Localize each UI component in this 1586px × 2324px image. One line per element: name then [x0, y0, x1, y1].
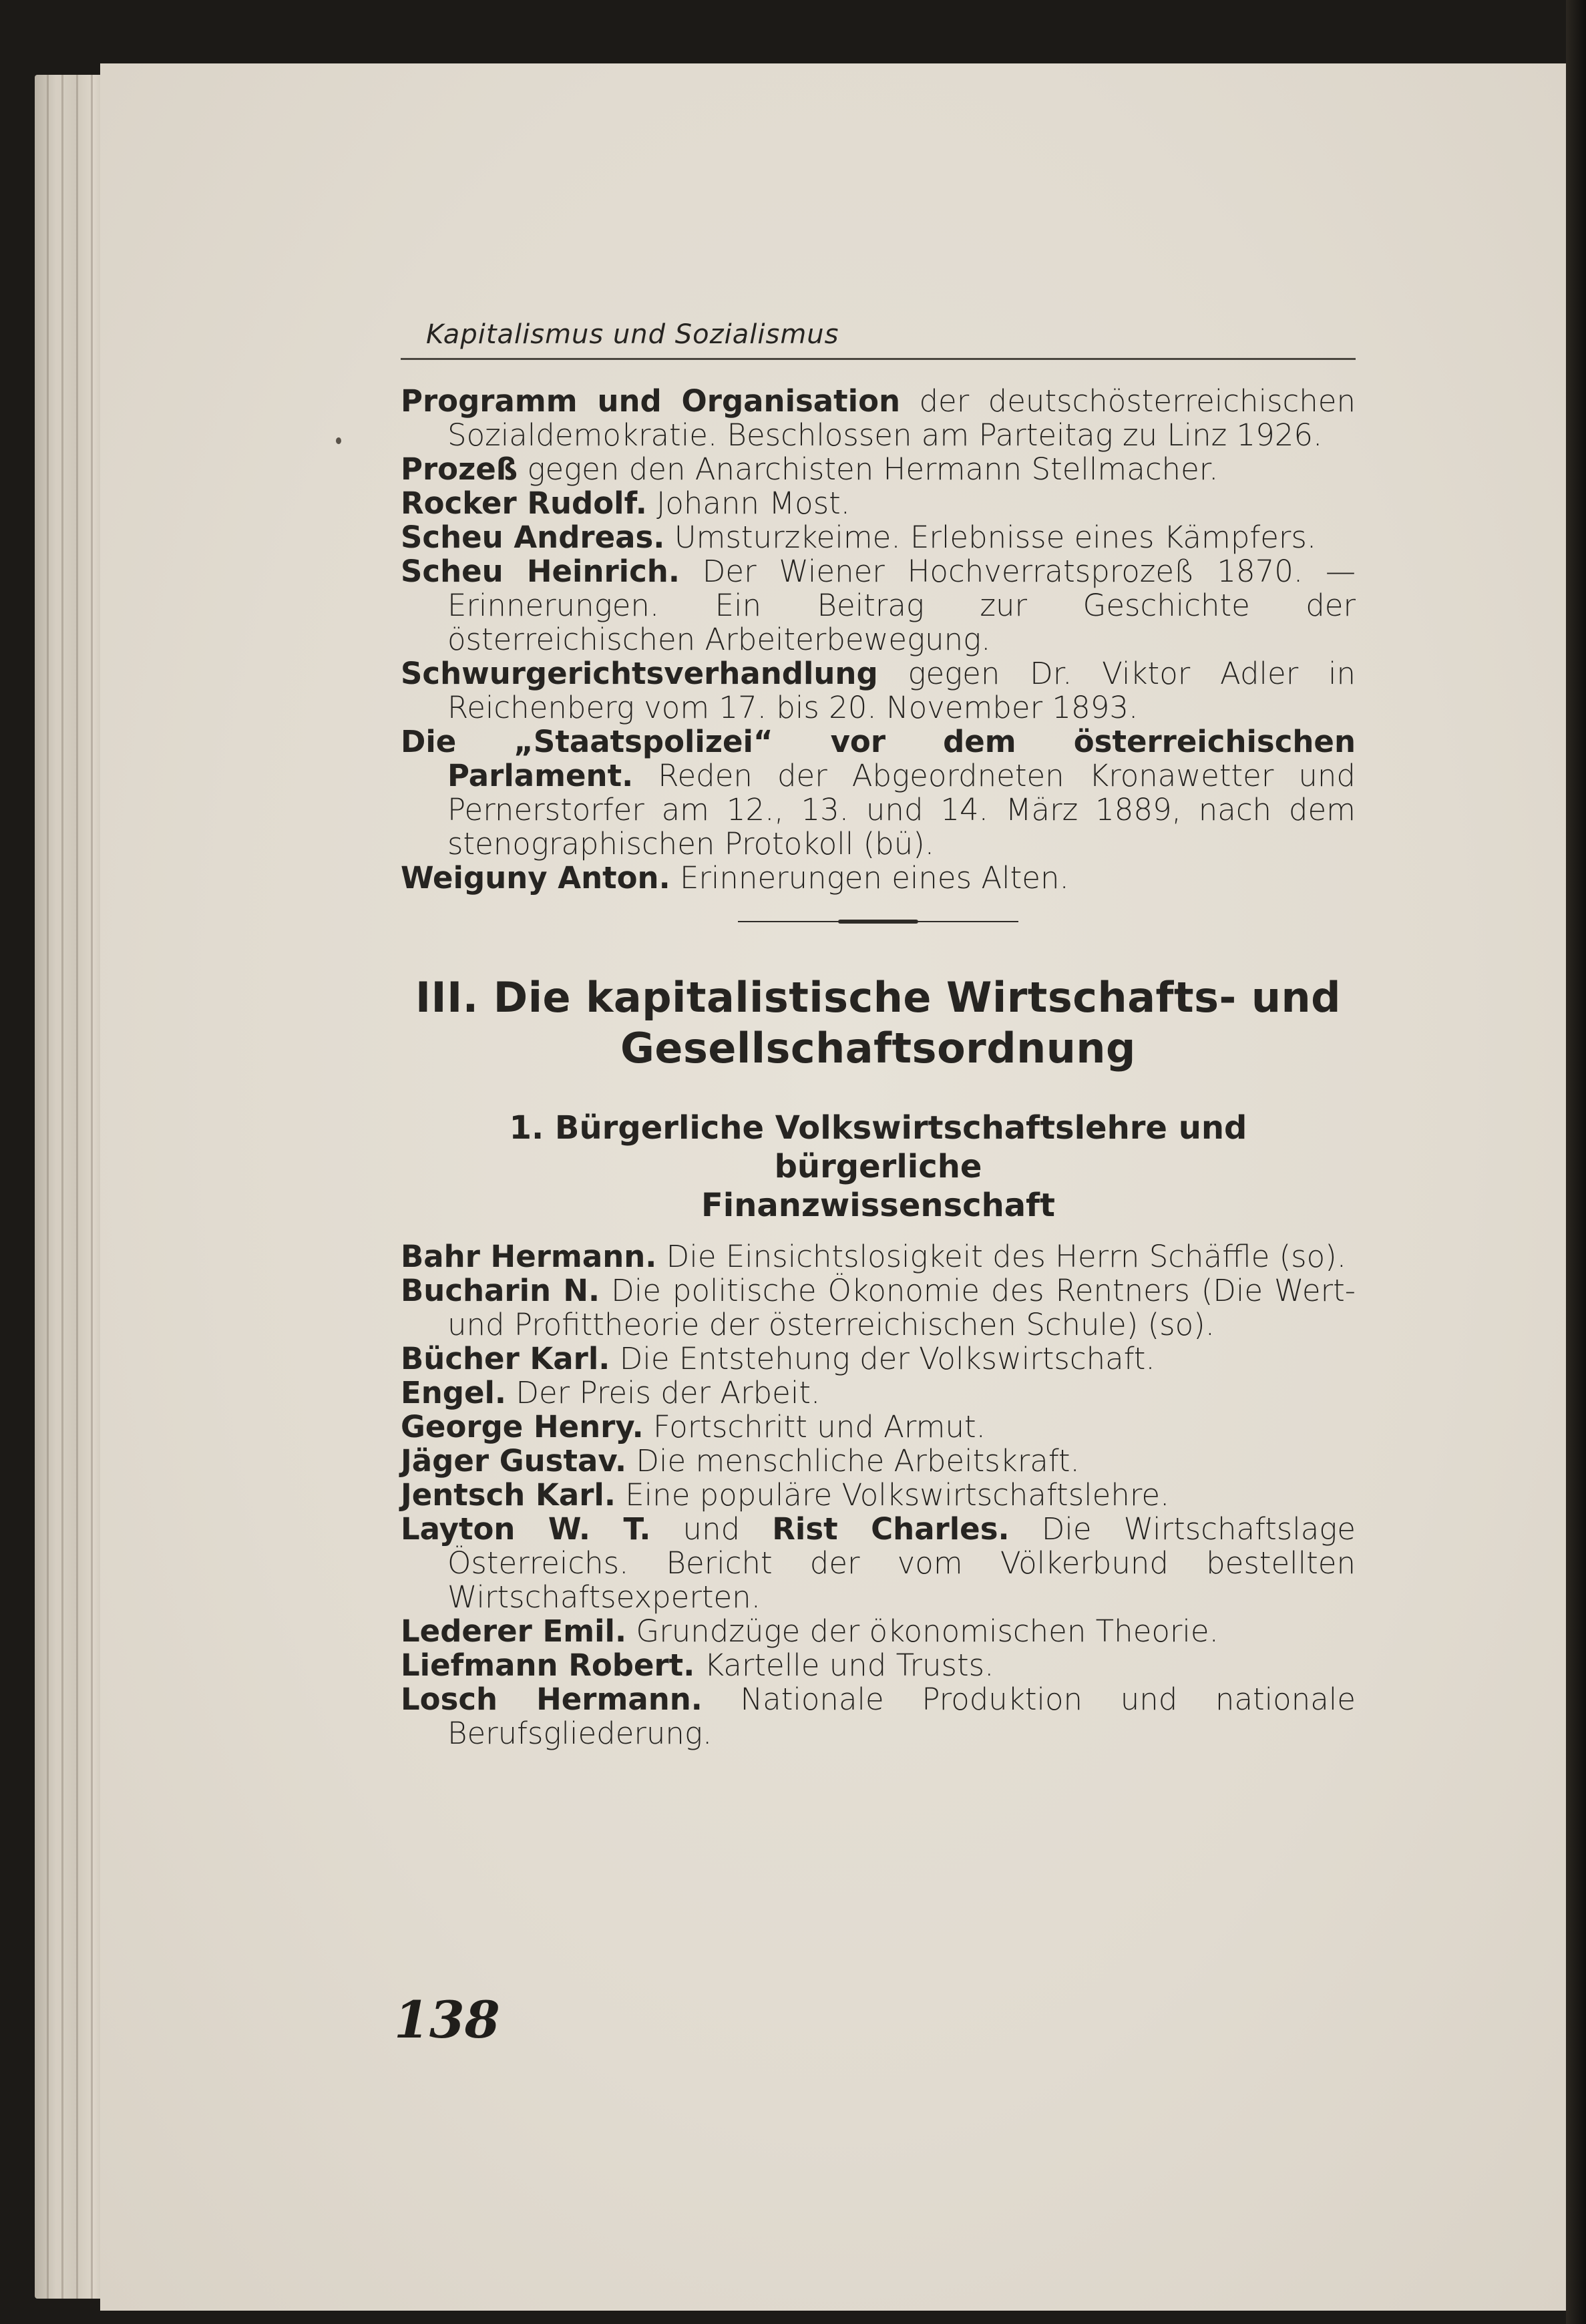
entry-author: Losch Hermann.: [401, 1682, 703, 1717]
bibliography-entry: [401, 1614, 1356, 1648]
entry-title: Fortschritt und Armut.: [652, 1409, 986, 1444]
page-number: 138: [394, 1990, 500, 2050]
bibliography-entry: [401, 1274, 1356, 1342]
bibliography-entry: [401, 1410, 1356, 1444]
entry-author: Scheu Andreas.: [401, 520, 665, 555]
entry-title: Johann Most.: [656, 486, 851, 521]
bibliography-entry: [401, 554, 1356, 656]
entry-connector: und: [682, 1511, 741, 1547]
entry-title: Die Wirtschaftslage Österreichs. Bericht der vom Völkerbund bestellten Wirtschaftsexperten.: [447, 1511, 1356, 1615]
entry-author: Weiguny Anton.: [401, 860, 670, 896]
entry-author: Engel.: [401, 1375, 507, 1410]
entry-title: Eine populäre Volkswirtschaftslehre.: [625, 1477, 1170, 1513]
entry-author: Bücher Karl.: [401, 1341, 610, 1376]
entry-title: Reden der Abgeordneten Kronawetter und Pernerstorfer am 12., 13. und 14. März 1889, nach dem stenographischen Protokoll (bü).: [447, 758, 1356, 861]
entry-author: Die „Staatspolizei“ vor dem österreichischen Parlament.: [401, 724, 1356, 793]
entry-coauthor: Rist Charles.: [772, 1511, 1010, 1547]
bibliography-entry: [401, 1376, 1356, 1410]
entry-author: George Henry.: [401, 1409, 644, 1444]
entry-author: Jentsch Karl.: [401, 1477, 616, 1513]
paper-speck: [336, 437, 341, 444]
bibliography-entry: [401, 725, 1356, 861]
entry-title: Kartelle und Trusts.: [704, 1648, 994, 1683]
bibliography-list-top: [401, 384, 1356, 895]
entry-author: Bahr Hermann.: [401, 1239, 657, 1274]
entry-author: Jäger Gustav.: [401, 1443, 627, 1479]
entry-author: Lederer Emil.: [401, 1613, 627, 1649]
section-title-line: III. Die kapitalistische Wirtschafts- und: [415, 973, 1342, 1022]
section-title-line: Gesellschaftsordnung: [620, 1024, 1136, 1073]
page-edges: [35, 75, 108, 2299]
subsection-title-line: 1. Bürgerliche Volkswirtschaftslehre und bürgerliche: [509, 1109, 1247, 1185]
entry-title: Erinnerungen eines Alten.: [680, 860, 1069, 896]
entry-title: gegen Dr. Viktor Adler in Reichenberg vom 17. bis 20. November 1893.: [447, 656, 1356, 725]
entry-title: Der Wiener Hochverratsprozeß 1870. — Erinnerungen. Ein Beitrag zur Geschichte der österreichischen Arbeiterbewegung.: [447, 554, 1356, 657]
bibliography-entry: [401, 861, 1356, 895]
bibliography-entry: [401, 520, 1356, 554]
bibliography-entry: [401, 1444, 1356, 1478]
entry-title: Der Preis der Arbeit.: [516, 1375, 821, 1410]
header-rule: [401, 358, 1356, 360]
entry-title: Grundzüge der ökonomischen Theorie.: [636, 1613, 1219, 1649]
entry-title: Nationale Produktion und nationale Berufsgliederung.: [447, 1682, 1356, 1751]
page-gutter-shadow: [1566, 0, 1586, 2324]
entry-title: Die Entstehung der Volkswirtschaft.: [619, 1341, 1155, 1376]
entry-title: der deutschösterreichischen Sozialdemokratie. Beschlossen am Parteitag zu Linz 1926.: [447, 383, 1356, 453]
ornamental-divider: [738, 919, 1018, 924]
bibliography-entry: [401, 486, 1356, 520]
entry-author: Layton W. T.: [401, 1511, 651, 1547]
entry-author: Liefmann Robert.: [401, 1648, 695, 1683]
bibliography-entry: [401, 1342, 1356, 1376]
subsection-title: [401, 1109, 1356, 1225]
section-title: [401, 972, 1356, 1074]
entry-author: Rocker Rudolf.: [401, 486, 647, 521]
bibliography-entry: [401, 1512, 1356, 1614]
bibliography-entry: [401, 1478, 1356, 1512]
entry-title: Die menschliche Arbeitskraft.: [636, 1443, 1080, 1479]
entry-author: Programm und Organisation: [401, 383, 901, 419]
entry-author: Bucharin N.: [401, 1273, 600, 1308]
entry-title: Die politische Ökonomie des Rentners (Die Wert- und Profittheorie der österreichischen Schule) (so).: [447, 1273, 1356, 1342]
bibliography-entry: [401, 384, 1356, 452]
bibliography-entry: [401, 1239, 1356, 1274]
bibliography-entry: [401, 656, 1356, 725]
running-head: Kapitalismus und Sozialismus: [426, 319, 839, 350]
bibliography-entry: [401, 452, 1356, 486]
entry-title: gegen den Anarchisten Hermann Stellmacher.: [527, 451, 1219, 487]
entry-author: Prozeß: [401, 451, 518, 487]
subsection-title-line: Finanzwissenschaft: [701, 1187, 1055, 1224]
bibliography-entry: [401, 1648, 1356, 1682]
bibliography-entry: [401, 1682, 1356, 1750]
entry-author: Scheu Heinrich.: [401, 554, 680, 589]
bibliography-list-bottom: [401, 1239, 1356, 1750]
entry-title: Die Einsichtslosigkeit des Herrn Schäffle (so).: [666, 1239, 1346, 1274]
entry-author: Schwurgerichtsverhandlung: [401, 656, 878, 691]
entry-title: Umsturzkeime. Erlebnisse eines Kämpfers.: [674, 520, 1317, 555]
page-content: [401, 314, 1356, 1750]
